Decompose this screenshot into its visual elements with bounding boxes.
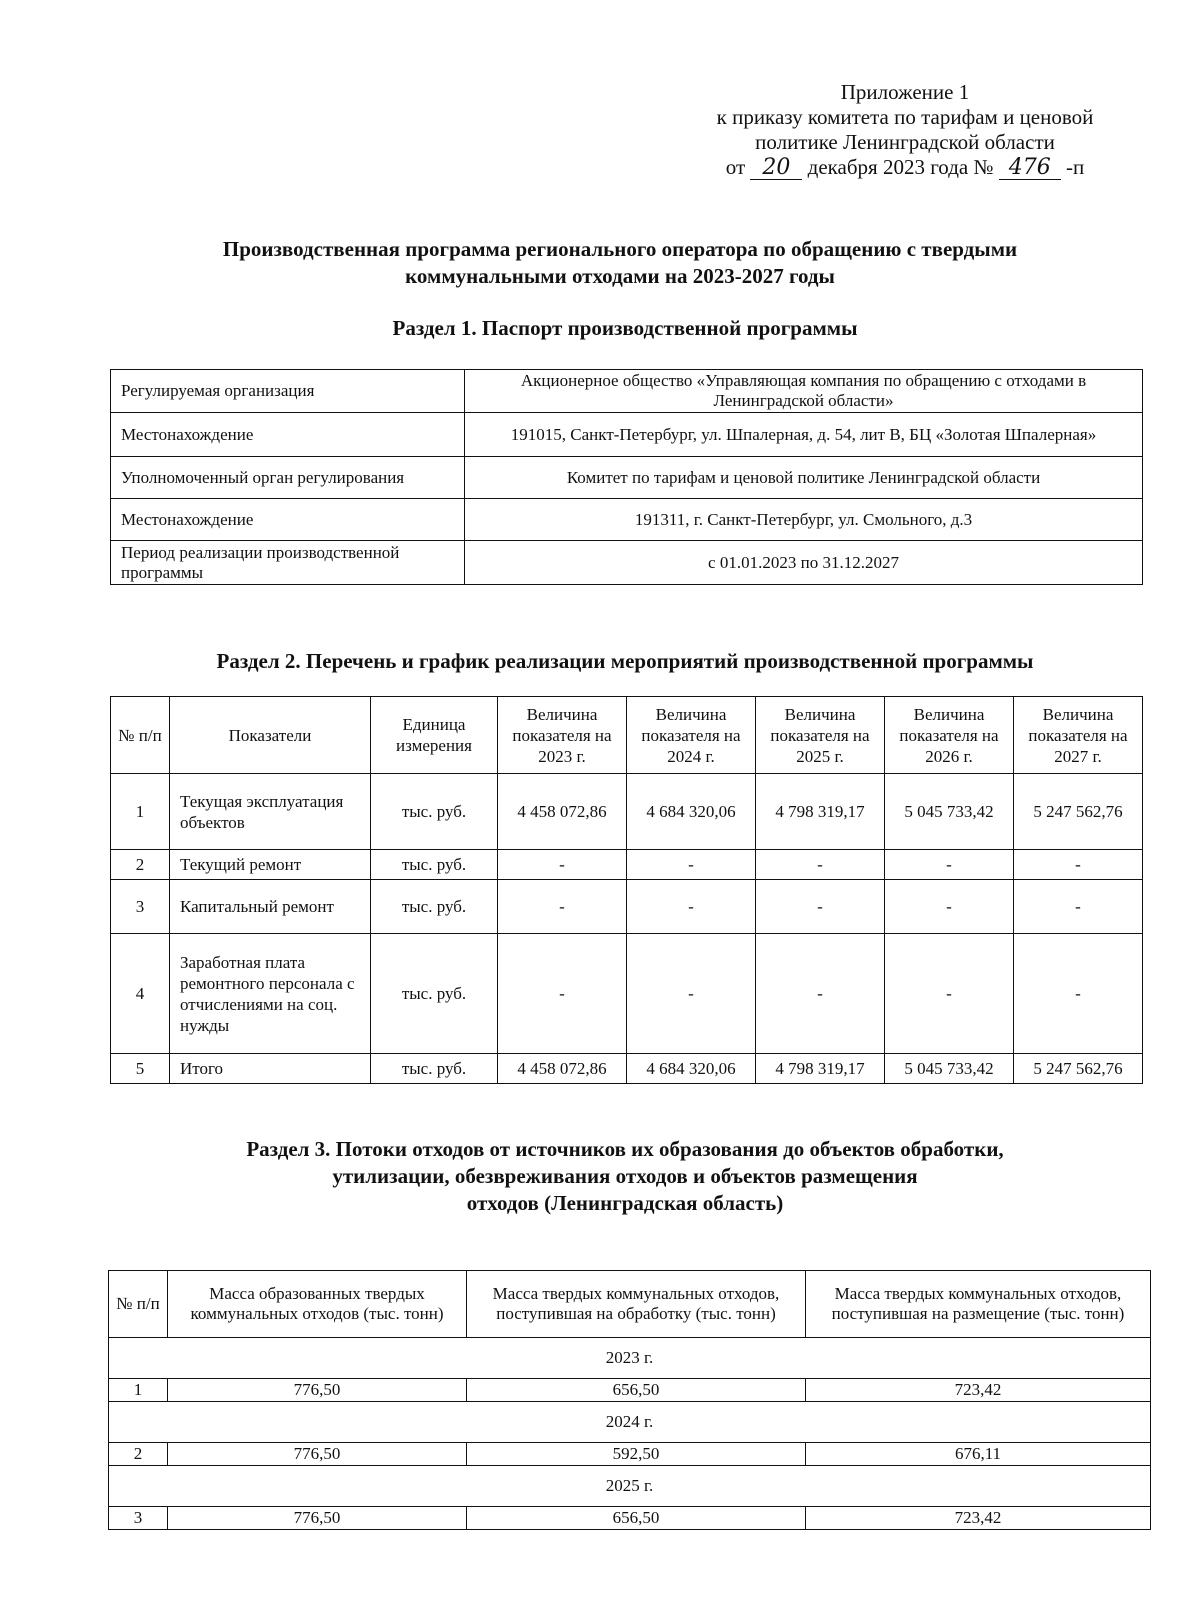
date-month-year: декабря 2023 года №	[807, 155, 994, 179]
row-number: 4	[111, 934, 170, 1054]
value-2023: 4 458 072,86	[498, 1054, 627, 1084]
indicator-name: Текущая эксплуатация объектов	[170, 774, 371, 850]
value-2027: -	[1014, 880, 1143, 934]
indicator-name: Текущий ремонт	[170, 850, 371, 880]
processed-mass: 592,50	[467, 1443, 806, 1466]
formed-mass: 776,50	[168, 1443, 467, 1466]
section-3-title-line-3: отходов (Ленинградская область)	[466, 1191, 784, 1215]
year-row	[109, 1338, 1151, 1379]
row-number: 3	[111, 880, 170, 934]
unit: тыс. руб.	[371, 774, 498, 850]
year-label: 2024 г.	[109, 1402, 1151, 1443]
value-2024: 4 684 320,06	[627, 774, 756, 850]
col-header-2025: Величина показателя на 2025 г.	[756, 697, 885, 774]
table-row	[111, 1054, 1143, 1084]
section-2-title: Раздел 2. Перечень и график реализации мероприятий производственной программы	[216, 649, 1034, 673]
program-title-line-1: Производственная программа регионального оператора по обращению с твердыми	[222, 237, 1018, 261]
value-2025: -	[756, 880, 885, 934]
passport-key: Регулируемая организация	[111, 370, 465, 413]
year-row	[109, 1466, 1151, 1507]
passport-value: 191311, г. Санкт-Петербург, ул. Смольного, д.3	[465, 499, 1143, 541]
row-number: 3	[109, 1507, 168, 1530]
col-header-indicator: Показатели	[170, 697, 371, 774]
table-row	[109, 1507, 1151, 1530]
value-2025: -	[756, 850, 885, 880]
value-2025: 4 798 319,17	[756, 774, 885, 850]
year-row	[109, 1402, 1151, 1443]
appendix-date-line	[670, 155, 1140, 180]
value-2025: 4 798 319,17	[756, 1054, 885, 1084]
value-2027: 5 247 562,76	[1014, 774, 1143, 850]
col-header-2024: Величина показателя на 2024 г.	[627, 697, 756, 774]
formed-mass: 776,50	[168, 1379, 467, 1402]
table-row	[111, 499, 1143, 541]
value-2027: -	[1014, 850, 1143, 880]
passport-key: Местонахождение	[111, 413, 465, 457]
section-1-title: Раздел 1. Паспорт производственной программы	[392, 316, 858, 340]
value-2024: -	[627, 934, 756, 1054]
passport-value: Комитет по тарифам и ценовой политике Ленинградской области	[465, 457, 1143, 499]
passport-value: 191015, Санкт-Петербург, ул. Шпалерная, д. 54, лит В, БЦ «Золотая Шпалерная»	[465, 413, 1143, 457]
passport-value: Акционерное общество «Управляющая компания по обращению с отходами в Ленинградской области»	[465, 370, 1143, 413]
indicator-name: Итого	[170, 1054, 371, 1084]
row-number: 1	[111, 774, 170, 850]
table-row	[111, 880, 1143, 934]
value-2025: -	[756, 934, 885, 1054]
unit: тыс. руб.	[371, 880, 498, 934]
appendix-header	[670, 80, 1140, 180]
value-2026: 5 045 733,42	[885, 1054, 1014, 1084]
unit: тыс. руб.	[371, 934, 498, 1054]
appendix-committee-line: политике Ленинградской области	[755, 130, 1055, 154]
processed-mass: 656,50	[467, 1379, 806, 1402]
row-number: 2	[111, 850, 170, 880]
value-2024: -	[627, 880, 756, 934]
table-row	[111, 850, 1143, 880]
value-2026: -	[885, 850, 1014, 880]
handwritten-day: 20	[750, 157, 802, 180]
indicator-name: Заработная плата ремонтного персонала с отчислениями на соц. нужды	[170, 934, 371, 1054]
value-2024: -	[627, 850, 756, 880]
placed-mass: 723,42	[806, 1379, 1151, 1402]
year-label: 2023 г.	[109, 1338, 1151, 1379]
placed-mass: 723,42	[806, 1507, 1151, 1530]
col-header-2023: Величина показателя на 2023 г.	[498, 697, 627, 774]
section-3-title-line-1: Раздел 3. Потоки отходов от источников их образования до объектов обработки,	[246, 1137, 1004, 1161]
table-row	[109, 1379, 1151, 1402]
value-2026: -	[885, 934, 1014, 1054]
row-number: 5	[111, 1054, 170, 1084]
table-row	[111, 413, 1143, 457]
indicator-name: Капитальный ремонт	[170, 880, 371, 934]
table-row	[111, 774, 1143, 850]
col-header-processed-mass: Масса твердых коммунальных отходов, поступившая на обработку (тыс. тонн)	[467, 1271, 806, 1338]
value-2026: -	[885, 880, 1014, 934]
processed-mass: 656,50	[467, 1507, 806, 1530]
value-2023: -	[498, 880, 627, 934]
passport-key: Период реализации производственной программы	[111, 541, 465, 585]
unit: тыс. руб.	[371, 1054, 498, 1084]
appendix-title: Приложение 1	[840, 80, 970, 104]
year-label: 2025 г.	[109, 1466, 1151, 1507]
col-header-formed-mass: Масса образованных твердых коммунальных отходов (тыс. тонн)	[168, 1271, 467, 1338]
handwritten-order-number: 476	[999, 157, 1061, 180]
program-title	[130, 236, 1110, 290]
program-title-line-2: коммунальными отходами на 2023-2027 годы	[405, 264, 835, 288]
passport-table	[110, 369, 1143, 585]
section-3-title-line-2: утилизации, обезвреживания отходов и объектов размещения	[332, 1164, 918, 1188]
date-prefix: от	[725, 155, 746, 179]
table-header-row	[109, 1271, 1151, 1338]
value-2024: 4 684 320,06	[627, 1054, 756, 1084]
table-row	[111, 370, 1143, 413]
unit: тыс. руб.	[371, 850, 498, 880]
value-2027: 5 247 562,76	[1014, 1054, 1143, 1084]
passport-value: с 01.01.2023 по 31.12.2027	[465, 541, 1143, 585]
value-2023: -	[498, 850, 627, 880]
col-header-unit: Единица измерения	[371, 697, 498, 774]
table-row	[111, 934, 1143, 1054]
row-number: 2	[109, 1443, 168, 1466]
section-3-title	[100, 1136, 1150, 1217]
row-number: 1	[109, 1379, 168, 1402]
col-header-number: № п/п	[109, 1271, 168, 1338]
number-suffix: -п	[1066, 155, 1085, 179]
appendix-order-line: к приказу комитета по тарифам и ценовой	[716, 105, 1094, 129]
table-row	[111, 541, 1143, 585]
table-row	[109, 1443, 1151, 1466]
placed-mass: 676,11	[806, 1443, 1151, 1466]
table-row	[111, 457, 1143, 499]
value-2023: -	[498, 934, 627, 1054]
col-header-number: № п/п	[111, 697, 170, 774]
value-2026: 5 045 733,42	[885, 774, 1014, 850]
col-header-2027: Величина показателя на 2027 г.	[1014, 697, 1143, 774]
passport-key: Местонахождение	[111, 499, 465, 541]
value-2023: 4 458 072,86	[498, 774, 627, 850]
measures-table	[110, 696, 1143, 1084]
waste-flows-table	[108, 1270, 1151, 1530]
passport-key: Уполномоченный орган регулирования	[111, 457, 465, 499]
col-header-placed-mass: Масса твердых коммунальных отходов, поступившая на размещение (тыс. тонн)	[806, 1271, 1151, 1338]
table-header-row	[111, 697, 1143, 774]
col-header-2026: Величина показателя на 2026 г.	[885, 697, 1014, 774]
value-2027: -	[1014, 934, 1143, 1054]
formed-mass: 776,50	[168, 1507, 467, 1530]
